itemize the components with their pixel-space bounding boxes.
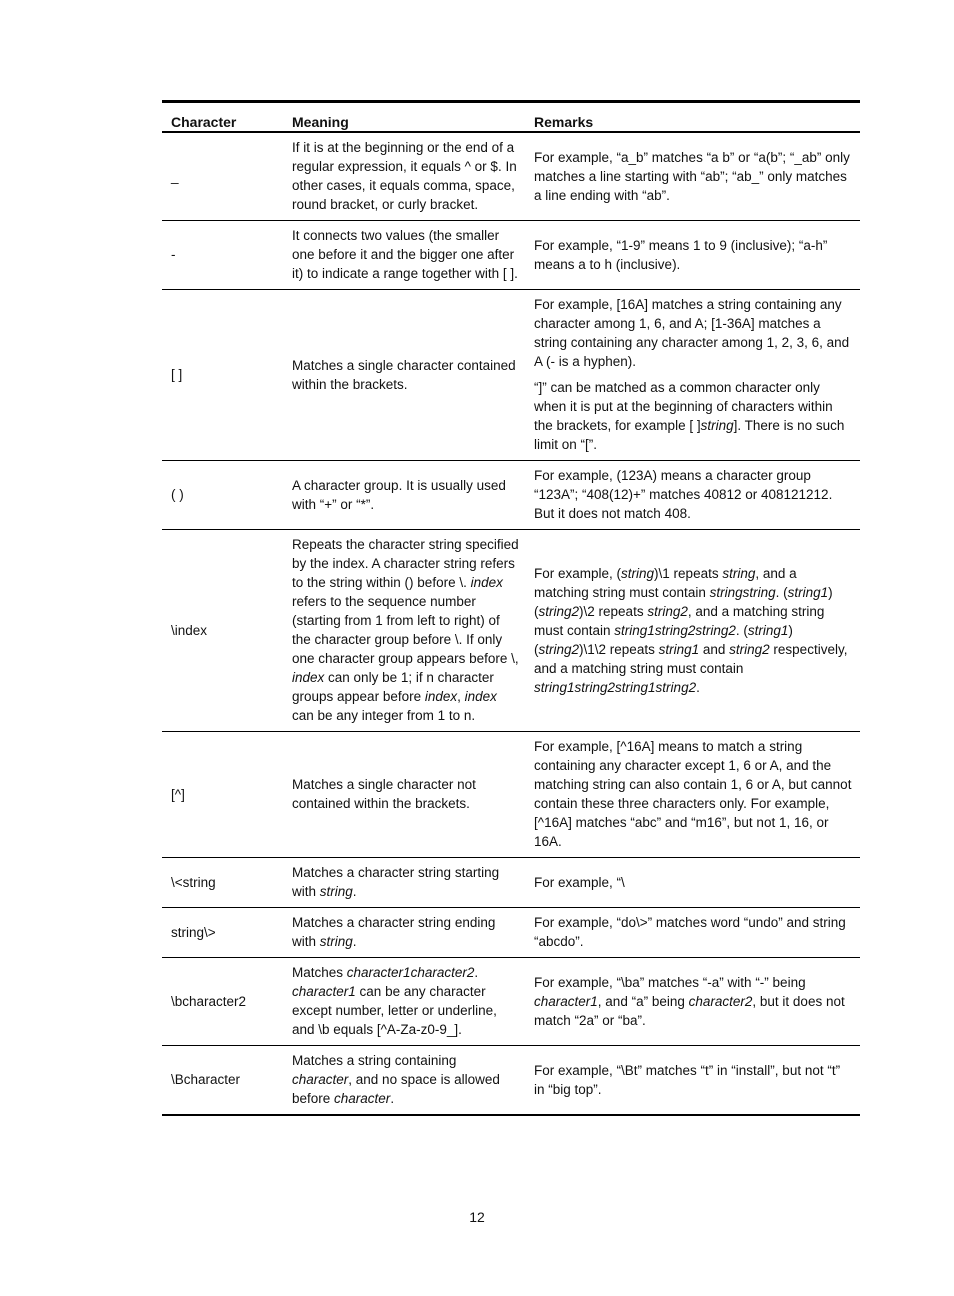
table-row — [162, 461, 860, 530]
header-character: Character — [162, 102, 283, 133]
remarks-paragraph: “]” can be matched as a common character only when it is put at the beginning of characters within the brackets, for example [ ]string]. There is no such limit on “[”. — [534, 380, 845, 452]
remarks-cell — [525, 290, 860, 461]
remarks-cell — [525, 221, 860, 290]
meaning-cell: It connects two values (the smaller one before it and the bigger one after it) to indicate a range together with [ ]. — [283, 221, 525, 290]
table-row — [162, 958, 860, 1046]
remarks-paragraph: For example, (string)\1 repeats string, and a matching string must contain stringstring. (string1)(string2)\2 repeats string2, and a matching string must contain string1string2string2. (string1)(string2)\1\2 repeats string1 and string2 respectively, and a matching string must contain string1string2string1string2. — [534, 565, 848, 695]
page-number: 12 — [469, 1209, 485, 1225]
table-row — [162, 530, 860, 732]
meaning-cell: Matches a string containing character, and no space is allowed before character. — [292, 1053, 500, 1106]
regex-character-table — [162, 100, 860, 1116]
remarks-paragraph: For example, “a_b” matches “a b” or “a(b”; “_ab” only matches a line starting with “ab”; “ab_” only matches a line ending with “ab”. — [534, 149, 850, 203]
table-row — [162, 221, 860, 290]
meaning-cell: If it is at the beginning or the end of a regular expression, it equals ^ or $. In other cases, it equals comma, space, round bracket, or curly bracket. — [283, 132, 525, 221]
table-row — [162, 132, 860, 221]
remarks-cell — [525, 1046, 860, 1116]
table-body — [162, 132, 860, 1115]
table-row — [162, 858, 860, 908]
table-row — [162, 1046, 860, 1116]
table-row — [162, 732, 860, 858]
remarks-paragraph: For example, “\ba” matches “-a” with “-” being character1, and “a” being character2, but it does not match “2a” or “ba”. — [534, 974, 845, 1028]
table-row — [162, 908, 860, 958]
character-cell: \Bcharacter — [171, 1072, 241, 1087]
remarks-paragraph: For example, “\Bt” matches “t” in “install”, but not “t” in “big top”. — [534, 1062, 841, 1097]
character-cell: - — [162, 221, 283, 290]
header-remarks: Remarks — [525, 102, 860, 133]
meaning-cell: Matches a single character contained within the brackets. — [283, 290, 525, 461]
remarks-cell — [525, 461, 860, 530]
character-cell: _ — [162, 132, 283, 221]
remarks-cell — [525, 732, 860, 858]
character-cell: \<string — [162, 858, 283, 908]
remarks-cell — [525, 858, 860, 908]
meaning-cell: Matches character1character2. character1 can be any character except number, letter or underline, and \b equals [^A-Za-z0-9_]. — [283, 958, 525, 1046]
remarks-paragraph: For example, “1-9” means 1 to 9 (inclusive); “a-h” means a to h (inclusive). — [534, 237, 828, 272]
meaning-cell: Repeats the character string specified by the index. A character string refers to the string within () before \. index refers to the sequence number (starting from 1 from left to right) of the character group before \. If only one character group appears before \, index can only be 1; if n character groups appear before index, index can be any integer from 1 to n. — [283, 530, 525, 732]
remarks-paragraph: For example, “do\>” matches word “undo” and string “abcdo”. — [534, 915, 846, 949]
meaning-cell: A character group. It is usually used with “+” or “*”. — [283, 461, 525, 530]
remarks-cell — [525, 530, 860, 732]
character-cell: ( ) — [162, 461, 283, 530]
table-header-row — [162, 102, 860, 133]
meaning-cell: Matches a single character not contained within the brackets. — [283, 732, 525, 858]
remarks-paragraph: For example, [^16A] means to match a string containing any character except 1, 6 or A, and the matching string can also contain 1, 6 or A, but cannot contain these three characters only. For example, [^16A] matches “abc” and “m16”, but not 1, 16, or 16A. — [534, 739, 852, 849]
header-meaning: Meaning — [283, 102, 525, 133]
character-cell: [ ] — [162, 290, 283, 461]
remarks-paragraph: For example, “\ — [534, 874, 625, 890]
remarks-paragraph: For example, (123A) means a character group “123A”; “408(12)+” matches 40812 or 408121212. But it does not match 408. — [534, 468, 833, 521]
character-cell: [^] — [162, 732, 283, 858]
character-cell: \bcharacter2 — [162, 958, 283, 1046]
table-row — [162, 290, 860, 461]
meaning-cell: Matches a character string starting with string. — [283, 858, 525, 908]
meaning-cell: Matches a character string ending with string. — [283, 908, 525, 958]
character-cell: string\> — [162, 908, 283, 958]
remarks-cell — [525, 908, 860, 958]
character-cell: \index — [162, 530, 283, 732]
remarks-cell — [525, 958, 860, 1046]
remarks-paragraph: For example, [16A] matches a string containing any character among 1, 6, and A; [1-36A] matches a string containing any character among 1, 2, 3, 6, and A (- is a hyphen). — [534, 297, 850, 369]
remarks-cell — [525, 132, 860, 221]
